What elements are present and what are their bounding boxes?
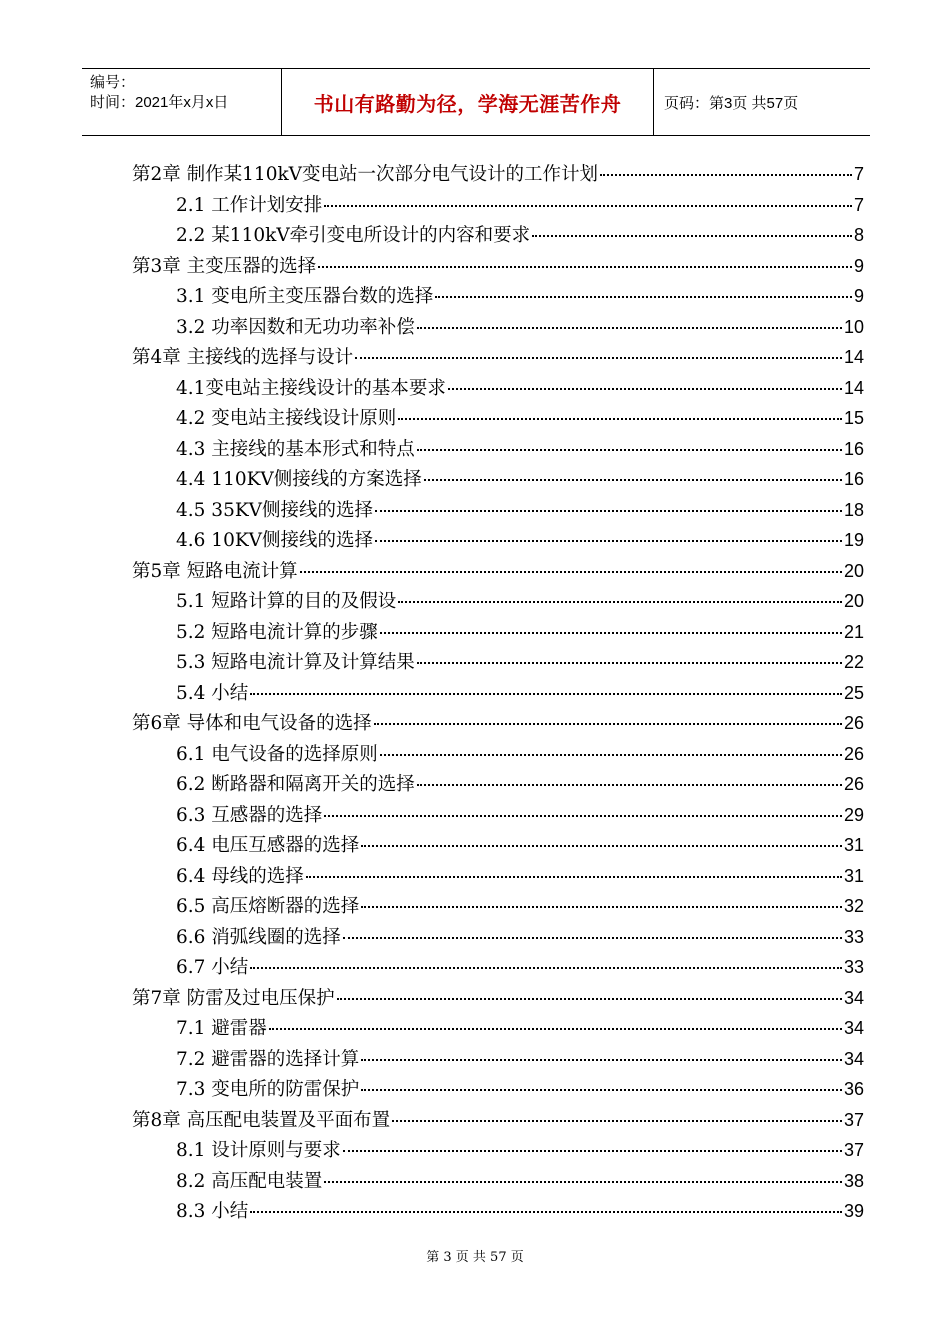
toc-dot-leader <box>324 205 852 207</box>
toc-entry-title: 7.2 避雷器的选择计算 <box>176 1048 360 1070</box>
toc-dot-leader <box>435 296 852 298</box>
toc-dot-leader <box>269 1028 842 1030</box>
toc-entry-page: 15 <box>843 408 864 428</box>
toc-section-entry[interactable] <box>132 435 864 466</box>
toc-entry-title: 4.4 110KV侧接线的方案选择 <box>176 469 422 490</box>
toc-dot-leader <box>343 1150 842 1152</box>
toc-section-entry[interactable] <box>132 221 864 252</box>
toc-entry-page: 33 <box>843 926 864 947</box>
number-label: 编号： <box>90 74 136 91</box>
toc-entry-page: 16 <box>843 469 864 489</box>
toc-entry-page: 39 <box>843 1201 864 1221</box>
toc-entry-title: 6.5 高压熔断器的选择 <box>176 896 360 917</box>
toc-section-entry[interactable] <box>132 953 864 984</box>
toc-entry-page: 7 <box>853 164 864 184</box>
toc-entry-page: 34 <box>843 1018 864 1038</box>
toc-entry-title: 2.2 某110kV牵引变电所设计的内容和要求 <box>176 225 531 246</box>
table-of-contents <box>132 160 864 1228</box>
toc-entry-page: 26 <box>843 713 864 733</box>
toc-entry-title: 6.2 断路器和隔离开关的选择 <box>176 774 415 795</box>
toc-chapter-entry[interactable] <box>132 1106 864 1137</box>
toc-entry-page: 34 <box>843 1048 864 1069</box>
toc-entry-title: 第2章 制作某110kV变电站一次部分电气设计的工作计划 <box>132 164 599 185</box>
toc-entry-title: 6.6 消弧线圈的选择 <box>176 926 341 948</box>
toc-entry-page: 33 <box>843 957 864 977</box>
header-page-info: 页码：第3页 共57页 <box>664 94 799 112</box>
toc-section-entry[interactable] <box>132 282 864 313</box>
toc-dot-leader <box>343 937 842 939</box>
toc-entry-title: 5.3 短路电流计算及计算结果 <box>176 652 415 673</box>
toc-dot-leader <box>417 784 842 786</box>
toc-entry-title: 第7章 防雷及过电压保护 <box>132 987 335 1009</box>
toc-entry-title: 第4章 主接线的选择与设计 <box>132 347 354 368</box>
toc-dot-leader <box>417 662 842 664</box>
toc-entry-page: 29 <box>843 804 864 825</box>
toc-entry-page: 25 <box>843 682 864 703</box>
toc-section-entry[interactable] <box>132 1075 864 1106</box>
toc-chapter-entry[interactable] <box>132 343 864 374</box>
toc-entry-page: 26 <box>843 774 864 794</box>
toc-entry-page: 21 <box>843 621 864 642</box>
toc-entry-title: 8.3 小结 <box>176 1201 249 1222</box>
toc-dot-leader <box>532 235 852 237</box>
toc-section-entry[interactable] <box>132 648 864 679</box>
toc-section-entry[interactable] <box>132 770 864 801</box>
toc-dot-leader <box>417 449 842 451</box>
toc-entry-page: 9 <box>853 286 864 306</box>
toc-entry-title: 8.2 高压配电装置 <box>176 1170 323 1192</box>
toc-chapter-entry[interactable] <box>132 252 864 283</box>
toc-section-entry[interactable] <box>132 465 864 496</box>
toc-entry-page: 34 <box>843 987 864 1008</box>
toc-section-entry[interactable] <box>132 892 864 923</box>
toc-entry-page: 38 <box>843 1170 864 1191</box>
toc-entry-page: 37 <box>843 1140 864 1160</box>
toc-section-entry[interactable] <box>132 191 864 222</box>
toc-entry-title: 4.2 变电站主接线设计原则 <box>176 408 397 429</box>
toc-section-entry[interactable] <box>132 374 864 405</box>
toc-entry-title: 第8章 高压配电装置及平面布置 <box>132 1109 391 1131</box>
toc-entry-title: 4.6 10KV侧接线的选择 <box>176 530 374 551</box>
header-motto: 书山有路勤为径，学海无涯苦作舟 <box>282 69 654 135</box>
toc-entry-page: 32 <box>843 896 864 916</box>
toc-dot-leader <box>424 479 842 481</box>
toc-dot-leader <box>355 357 842 359</box>
toc-entry-page: 22 <box>843 652 864 672</box>
toc-section-entry[interactable] <box>132 1167 864 1198</box>
toc-section-entry[interactable] <box>132 862 864 893</box>
toc-dot-leader <box>600 174 852 176</box>
toc-entry-page: 19 <box>843 530 864 550</box>
toc-dot-leader <box>306 876 842 878</box>
toc-dot-leader <box>250 1211 842 1213</box>
toc-entry-page: 14 <box>843 347 864 367</box>
toc-section-entry[interactable] <box>132 313 864 344</box>
toc-section-entry[interactable] <box>132 1197 864 1228</box>
toc-entry-title: 6.4 电压互感器的选择 <box>176 835 360 856</box>
toc-entry-title: 3.2 功率因数和无功功率补偿 <box>176 316 415 338</box>
time-label: 时间：2021年x月x日 <box>90 94 229 111</box>
toc-dot-leader <box>375 510 842 512</box>
toc-section-entry[interactable] <box>132 923 864 954</box>
toc-dot-leader <box>250 693 842 695</box>
toc-dot-leader <box>392 1120 842 1122</box>
toc-entry-page: 20 <box>843 591 864 611</box>
toc-entry-title: 4.5 35KV侧接线的选择 <box>176 499 374 521</box>
toc-entry-title: 第3章 主变压器的选择 <box>132 255 317 277</box>
toc-dot-leader <box>324 815 842 817</box>
toc-dot-leader <box>375 540 842 542</box>
toc-dot-leader <box>300 571 842 573</box>
toc-entry-title: 3.1 变电所主变压器台数的选择 <box>176 286 434 307</box>
toc-entry-title: 6.1 电气设备的选择原则 <box>176 743 378 765</box>
toc-entry-title: 7.3 变电所的防雷保护 <box>176 1079 360 1100</box>
toc-dot-leader <box>324 1181 842 1183</box>
toc-entry-page: 14 <box>843 377 864 398</box>
toc-entry-title: 4.3 主接线的基本形式和特点 <box>176 438 415 460</box>
toc-section-entry[interactable] <box>132 1014 864 1045</box>
toc-dot-leader <box>417 327 842 329</box>
toc-entry-page: 20 <box>843 560 864 581</box>
toc-section-entry[interactable] <box>132 1045 864 1076</box>
toc-entry-page: 8 <box>853 225 864 245</box>
toc-chapter-entry[interactable] <box>132 709 864 740</box>
toc-entry-title: 6.4 母线的选择 <box>176 865 304 887</box>
toc-entry-page: 31 <box>843 835 864 855</box>
toc-section-entry[interactable] <box>132 587 864 618</box>
toc-entry-page: 26 <box>843 743 864 764</box>
page-header <box>82 68 870 136</box>
toc-dot-leader <box>380 632 842 634</box>
toc-section-entry[interactable] <box>132 740 864 771</box>
toc-dot-leader <box>337 998 842 1000</box>
toc-entry-page: 37 <box>843 1109 864 1130</box>
toc-entry-title: 8.1 设计原则与要求 <box>176 1140 341 1161</box>
toc-section-entry[interactable] <box>132 831 864 862</box>
toc-section-entry[interactable] <box>132 1136 864 1167</box>
toc-entry-title: 4.1变电站主接线设计的基本要求 <box>176 377 446 399</box>
toc-entry-page: 10 <box>843 316 864 337</box>
toc-dot-leader <box>448 388 842 390</box>
toc-entry-page: 16 <box>843 438 864 459</box>
toc-dot-leader <box>380 754 842 756</box>
toc-entry-title: 7.1 避雷器 <box>176 1018 267 1039</box>
toc-dot-leader <box>361 1089 842 1091</box>
header-meta <box>82 69 282 135</box>
toc-dot-leader <box>318 266 852 268</box>
toc-entry-title: 2.1 工作计划安排 <box>176 194 323 216</box>
toc-entry-page: 18 <box>843 499 864 520</box>
toc-entry-page: 31 <box>843 865 864 886</box>
toc-dot-leader <box>361 845 842 847</box>
toc-section-entry[interactable] <box>132 496 864 527</box>
toc-chapter-entry[interactable] <box>132 984 864 1015</box>
toc-entry-title: 5.2 短路电流计算的步骤 <box>176 621 378 643</box>
toc-entry-title: 6.3 互感器的选择 <box>176 804 323 826</box>
toc-dot-leader <box>361 906 842 908</box>
toc-dot-leader <box>374 723 842 725</box>
toc-entry-title: 6.7 小结 <box>176 957 249 978</box>
toc-section-entry[interactable] <box>132 801 864 832</box>
toc-entry-page: 7 <box>853 194 864 215</box>
toc-dot-leader <box>361 1059 842 1061</box>
toc-section-entry[interactable] <box>132 404 864 435</box>
toc-dot-leader <box>250 967 842 969</box>
toc-entry-title: 第5章 短路电流计算 <box>132 560 298 582</box>
toc-dot-leader <box>398 418 842 420</box>
toc-chapter-entry[interactable] <box>132 160 864 191</box>
toc-section-entry[interactable] <box>132 526 864 557</box>
page-footer: 第 3 页 共 57 页 <box>426 1250 524 1265</box>
toc-section-entry[interactable] <box>132 679 864 710</box>
toc-section-entry[interactable] <box>132 618 864 649</box>
toc-entry-page: 36 <box>843 1079 864 1099</box>
toc-entry-title: 5.4 小结 <box>176 682 249 704</box>
toc-entry-title: 5.1 短路计算的目的及假设 <box>176 591 397 612</box>
toc-chapter-entry[interactable] <box>132 557 864 588</box>
toc-entry-page: 9 <box>853 255 864 276</box>
toc-entry-title: 第6章 导体和电气设备的选择 <box>132 713 372 734</box>
toc-dot-leader <box>398 601 842 603</box>
